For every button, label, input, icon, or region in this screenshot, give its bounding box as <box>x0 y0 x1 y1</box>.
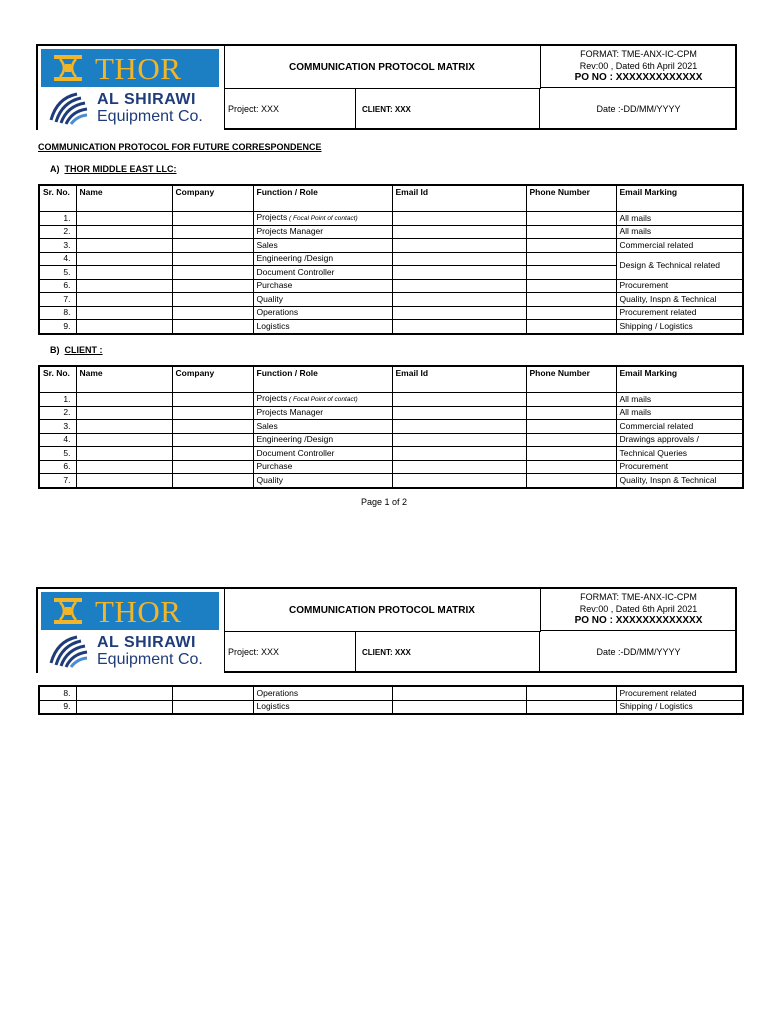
cell-name <box>76 460 172 474</box>
cell-phone <box>526 266 616 280</box>
cell-role <box>253 212 392 226</box>
role-note: ( Focal Point of contact) <box>287 396 358 404</box>
thor-contacts-continued-table <box>38 685 744 715</box>
client-contacts-body <box>39 393 743 488</box>
cell-role <box>253 433 392 447</box>
cell-phone <box>526 686 616 700</box>
cell-email <box>392 279 526 293</box>
cell-company <box>172 212 253 226</box>
company-logo <box>38 46 225 130</box>
cell-role <box>253 293 392 307</box>
cell-name <box>76 420 172 434</box>
col-name: Name <box>76 185 172 212</box>
col-phone: Phone Number <box>526 366 616 393</box>
format-code: FORMAT: TME-ANX-IC-CPM <box>580 49 697 59</box>
cell-role <box>253 393 392 407</box>
cell-phone <box>526 433 616 447</box>
cell-role <box>253 225 392 239</box>
cell-email <box>392 406 526 420</box>
cell-company <box>172 700 253 714</box>
cell-sr: 1. <box>39 212 76 226</box>
section-a-prefix: A) <box>50 164 60 174</box>
cell-sr: 4. <box>39 252 76 266</box>
cell-name <box>76 406 172 420</box>
cell-phone <box>526 252 616 266</box>
cell-email <box>392 447 526 461</box>
document-header-page2 <box>36 587 737 673</box>
cell-role <box>253 252 392 266</box>
cell-marking: Commercial related <box>616 420 743 434</box>
table-row <box>39 474 743 488</box>
table-row <box>39 447 743 461</box>
table-row <box>39 433 743 447</box>
role-text: Projects Manager <box>256 226 324 237</box>
role-text: Projects Manager <box>256 407 324 418</box>
cell-sr: 3. <box>39 420 76 434</box>
thor-logo-text: THOR <box>95 51 182 86</box>
cell-phone <box>526 406 616 420</box>
table-row <box>39 225 743 239</box>
role-text: Operations <box>256 307 299 318</box>
table-row <box>39 212 743 226</box>
section-a-name: THOR MIDDLE EAST LLC: <box>64 164 177 174</box>
table-row <box>39 420 743 434</box>
alshirawi-logo <box>41 631 219 671</box>
role-text: Engineering /Design <box>256 253 334 264</box>
role-text: Purchase <box>256 461 293 472</box>
cell-marking: Procurement <box>616 279 743 293</box>
cell-company <box>172 279 253 293</box>
client-field: CLIENT: XXX <box>356 631 540 673</box>
cell-company <box>172 306 253 320</box>
col-company: Company <box>172 185 253 212</box>
cell-marking: Quality, Inspn & Technical <box>616 293 743 307</box>
company-name-line1: AL SHIRAWI <box>97 634 196 651</box>
revision: Rev:00 , Dated 6th April 2021 <box>579 61 698 71</box>
cell-name <box>76 447 172 461</box>
role-text: Document Controller <box>256 266 335 277</box>
cell-company <box>172 406 253 420</box>
cell-name <box>76 393 172 407</box>
cell-role <box>253 474 392 488</box>
cell-role <box>253 420 392 434</box>
cell-name <box>76 225 172 239</box>
section-b-prefix: B) <box>50 345 60 355</box>
cell-company <box>172 293 253 307</box>
col-name: Name <box>76 366 172 393</box>
cell-role <box>253 306 392 320</box>
cell-email <box>392 239 526 253</box>
cell-email <box>392 266 526 280</box>
cell-email <box>392 320 526 334</box>
cell-role <box>253 460 392 474</box>
thor-emblem-icon <box>51 595 85 627</box>
col-marking: Email Marking <box>616 366 743 393</box>
cell-marking: Procurement related <box>616 306 743 320</box>
alshirawi-swirl-icon <box>47 633 91 669</box>
table-row <box>39 700 743 714</box>
project-field: Project: XXX <box>224 88 356 130</box>
role-text: Projects <box>256 393 288 404</box>
cell-phone <box>526 306 616 320</box>
format-info <box>540 46 737 88</box>
cell-phone <box>526 460 616 474</box>
client-field: CLIENT: XXX <box>356 88 540 130</box>
cell-company <box>172 225 253 239</box>
col-sr: Sr. No. <box>39 366 76 393</box>
cell-email <box>392 212 526 226</box>
table-header-row <box>39 366 743 393</box>
cell-role <box>253 279 392 293</box>
thor-logo <box>41 592 219 630</box>
cell-name <box>76 212 172 226</box>
project-field: Project: XXX <box>224 631 356 673</box>
company-name-line2: Equipment Co. <box>97 108 203 125</box>
cell-email <box>392 433 526 447</box>
thor-emblem-icon <box>51 52 85 84</box>
cell-company <box>172 393 253 407</box>
thor-logo-text: THOR <box>95 594 182 629</box>
alshirawi-logo <box>41 88 219 128</box>
cell-company <box>172 239 253 253</box>
table-row <box>39 393 743 407</box>
cell-company <box>172 252 253 266</box>
cell-email <box>392 293 526 307</box>
document-title: COMMUNICATION PROTOCOL MATRIX <box>224 46 541 89</box>
cell-sr: 2. <box>39 406 76 420</box>
thor-logo <box>41 49 219 87</box>
cell-sr: 1. <box>39 393 76 407</box>
col-company: Company <box>172 366 253 393</box>
role-text: Engineering /Design <box>256 434 334 445</box>
cell-phone <box>526 420 616 434</box>
cell-name <box>76 252 172 266</box>
revision: Rev:00 , Dated 6th April 2021 <box>579 604 698 614</box>
cell-sr: 3. <box>39 239 76 253</box>
cell-marking: Technical Queries <box>616 447 743 461</box>
table-row <box>39 406 743 420</box>
cell-name <box>76 306 172 320</box>
cell-company <box>172 420 253 434</box>
cell-phone <box>526 212 616 226</box>
section-b-title <box>50 345 103 355</box>
cell-email <box>392 474 526 488</box>
col-marking: Email Marking <box>616 185 743 212</box>
cell-name <box>76 266 172 280</box>
cell-marking: Procurement <box>616 460 743 474</box>
cell-sr: 7. <box>39 293 76 307</box>
cell-role <box>253 700 392 714</box>
company-name-line1: AL SHIRAWI <box>97 91 196 108</box>
cell-phone <box>526 279 616 293</box>
cell-phone <box>526 700 616 714</box>
cell-marking: All mails <box>616 225 743 239</box>
cell-role <box>253 406 392 420</box>
cell-email <box>392 460 526 474</box>
cell-name <box>76 279 172 293</box>
cell-name <box>76 239 172 253</box>
cell-email <box>392 686 526 700</box>
cell-marking: Procurement related <box>616 686 743 700</box>
cell-marking: Quality, Inspn & Technical <box>616 474 743 488</box>
role-text: Projects <box>256 212 288 223</box>
section-a-title <box>50 164 177 174</box>
cell-role <box>253 239 392 253</box>
cell-email <box>392 252 526 266</box>
cell-marking: All mails <box>616 393 743 407</box>
cell-phone <box>526 239 616 253</box>
role-text: Quality <box>256 474 283 485</box>
page-number: Page 1 of 2 <box>360 497 408 507</box>
col-role: Function / Role <box>253 366 392 393</box>
table-row <box>39 239 743 253</box>
cell-phone <box>526 293 616 307</box>
cell-email <box>392 225 526 239</box>
table-row <box>39 279 743 293</box>
role-text: Logistics <box>256 701 290 712</box>
cell-company <box>172 686 253 700</box>
cell-name <box>76 474 172 488</box>
cell-company <box>172 447 253 461</box>
cell-marking: Shipping / Logistics <box>616 700 743 714</box>
cell-sr: 7. <box>39 474 76 488</box>
cell-marking: Commercial related <box>616 239 743 253</box>
cell-sr: 6. <box>39 460 76 474</box>
col-email: Email Id <box>392 185 526 212</box>
cell-email <box>392 700 526 714</box>
section-heading: COMMUNICATION PROTOCOL FOR FUTURE CORRESPONDENCE <box>38 142 322 152</box>
cell-company <box>172 460 253 474</box>
cell-company <box>172 433 253 447</box>
cell-sr: 4. <box>39 433 76 447</box>
cell-role <box>253 320 392 334</box>
cell-phone <box>526 393 616 407</box>
format-info <box>540 589 737 631</box>
cell-name <box>76 433 172 447</box>
cell-sr: 8. <box>39 686 76 700</box>
role-text: Sales <box>256 239 278 250</box>
role-text: Quality <box>256 293 283 304</box>
cell-company <box>172 320 253 334</box>
date-field: Date :-DD/MM/YYYY <box>596 104 681 114</box>
cell-phone <box>526 474 616 488</box>
col-email: Email Id <box>392 366 526 393</box>
cell-sr: 5. <box>39 266 76 280</box>
col-sr: Sr. No. <box>39 185 76 212</box>
thor-contacts-table <box>38 184 744 335</box>
document-header <box>36 44 737 130</box>
format-code: FORMAT: TME-ANX-IC-CPM <box>580 592 697 602</box>
company-name-line2: Equipment Co. <box>97 651 203 668</box>
role-text: Purchase <box>256 280 293 291</box>
table-row <box>39 686 743 700</box>
thor-contacts-continued-body <box>39 686 743 714</box>
cell-role <box>253 266 392 280</box>
po-number: PO NO : XXXXXXXXXXXXX <box>574 615 703 626</box>
cell-company <box>172 474 253 488</box>
cell-marking: Shipping / Logistics <box>616 320 743 334</box>
cell-phone <box>526 320 616 334</box>
date-field: Date :-DD/MM/YYYY <box>596 647 681 657</box>
cell-phone <box>526 225 616 239</box>
role-text: Sales <box>256 420 278 431</box>
cell-marking: Drawings approvals / <box>616 433 743 447</box>
cell-name <box>76 700 172 714</box>
section-b-name: CLIENT : <box>64 345 103 355</box>
po-number: PO NO : XXXXXXXXXXXXX <box>574 72 703 83</box>
cell-sr: 9. <box>39 320 76 334</box>
table-row <box>39 460 743 474</box>
client-contacts-table <box>38 365 744 489</box>
table-row <box>39 320 743 334</box>
cell-sr: 8. <box>39 306 76 320</box>
cell-marking: Design & Technical related <box>616 252 743 279</box>
cell-email <box>392 306 526 320</box>
col-role: Function / Role <box>253 185 392 212</box>
col-phone: Phone Number <box>526 185 616 212</box>
cell-phone <box>526 447 616 461</box>
thor-contacts-body <box>39 212 743 334</box>
cell-email <box>392 420 526 434</box>
cell-company <box>172 266 253 280</box>
cell-role <box>253 447 392 461</box>
cell-sr: 9. <box>39 700 76 714</box>
cell-name <box>76 686 172 700</box>
company-logo <box>38 589 225 673</box>
cell-sr: 2. <box>39 225 76 239</box>
cell-marking: All mails <box>616 212 743 226</box>
table-row <box>39 293 743 307</box>
cell-sr: 6. <box>39 279 76 293</box>
cell-name <box>76 320 172 334</box>
table-row <box>39 306 743 320</box>
role-text: Logistics <box>256 320 290 331</box>
table-header-row <box>39 185 743 212</box>
role-text: Document Controller <box>256 447 335 458</box>
cell-email <box>392 393 526 407</box>
role-text: Operations <box>256 687 299 698</box>
cell-name <box>76 293 172 307</box>
alshirawi-swirl-icon <box>47 90 91 126</box>
cell-sr: 5. <box>39 447 76 461</box>
cell-role <box>253 686 392 700</box>
document-title: COMMUNICATION PROTOCOL MATRIX <box>224 589 541 632</box>
table-row <box>39 252 743 266</box>
role-note: ( Focal Point of contact) <box>287 215 358 223</box>
cell-marking: All mails <box>616 406 743 420</box>
